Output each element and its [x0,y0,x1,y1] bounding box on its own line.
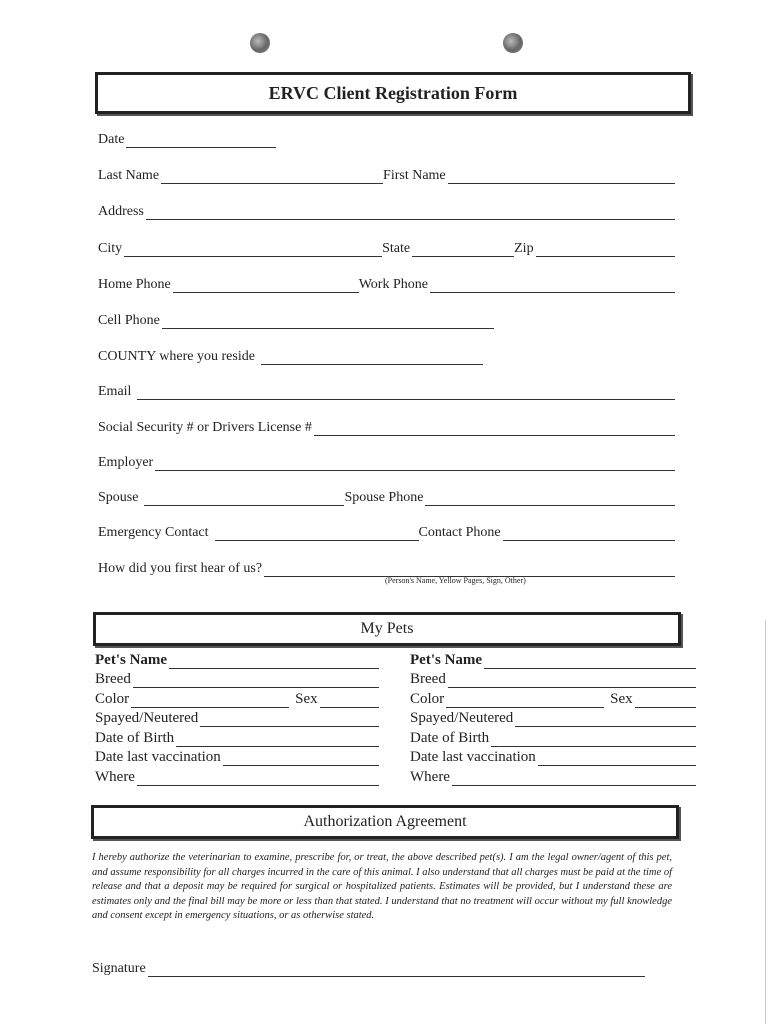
pet2-where-field[interactable] [452,771,696,786]
pet1-where-field[interactable] [137,771,379,786]
pet1-color-label: Color [95,690,130,707]
spouse-phone-field[interactable] [425,493,675,506]
emergency-label: Emergency Contact [98,525,209,540]
pet2-vacc-field[interactable] [538,751,696,766]
ssn-field[interactable] [314,423,675,436]
pet1-vacc-label: Date last vaccination [95,749,221,765]
pet2-spayed-label: Spayed/Neutered [410,710,514,726]
signature-label: Signature [92,961,146,976]
authorization-section-title: Authorization Agreement [303,813,467,830]
address-field[interactable] [146,207,675,220]
authorization-section-header [91,805,679,839]
city-row [98,239,675,257]
pet1-spayed-field[interactable] [200,712,379,727]
employer-row [98,453,675,471]
pet2-sex-field[interactable] [635,693,696,708]
pet2-color-label: Color [410,690,445,707]
pet2-color-field[interactable] [446,693,604,708]
spouse-row [98,488,675,506]
pet1-vacc-field[interactable] [223,751,379,766]
page-edge [765,620,766,1024]
email-field[interactable] [137,387,675,400]
spouse-field[interactable] [144,493,344,506]
home-phone-field[interactable] [173,280,359,293]
hear-row [98,559,675,577]
pet-block-2 [410,649,696,786]
pet2-name-label: Pet's Name [410,651,483,668]
state-field[interactable] [412,244,514,257]
pet1-dob-field[interactable] [176,732,379,747]
signature-field[interactable] [148,964,645,977]
form-title-box [95,72,691,114]
form-title: ERVC Client Registration Form [268,83,518,103]
last-name-field[interactable] [161,171,383,184]
pet1-dob-label: Date of Birth [95,729,175,746]
emergency-row [98,523,675,541]
pet1-breed-field[interactable] [133,673,379,688]
address-row [98,202,675,220]
date-label: Date [98,132,125,147]
pet2-sex-label: Sex [610,690,633,707]
work-phone-field[interactable] [430,280,675,293]
cell-phone-field[interactable] [162,316,494,329]
contact-phone-field[interactable] [503,528,675,541]
pet1-name-field[interactable] [169,654,379,669]
spouse-label: Spouse [98,490,139,505]
pet1-color-field[interactable] [131,693,289,708]
hear-label: How did you first hear of us? [98,561,263,576]
emergency-field[interactable] [215,528,419,541]
employer-label: Employer [98,455,154,470]
date-field[interactable] [126,135,276,148]
county-row [98,347,675,365]
email-label: Email [98,384,132,399]
city-label: City [98,241,123,256]
spouse-phone-label: Spouse Phone [344,490,424,505]
hear-hint: (Person's Name, Yellow Pages, Sign, Other) [385,576,526,585]
city-field[interactable] [124,244,382,257]
county-label: COUNTY where you reside [98,349,255,364]
pets-section-header [93,612,681,646]
last-name-label: Last Name [98,168,160,183]
pet1-name-label: Pet's Name [95,651,168,668]
pet1-sex-label: Sex [295,690,318,707]
pet2-breed-field[interactable] [448,673,696,688]
pet2-name-field[interactable] [484,654,696,669]
punch-hole-right [503,33,523,53]
contact-phone-label: Contact Phone [418,525,501,540]
email-row [98,382,675,400]
address-label: Address [98,204,144,219]
name-row [98,166,675,184]
ssn-row [98,418,675,436]
zip-label: Zip [514,241,534,256]
pet2-breed-label: Breed [410,671,446,687]
authorization-text: I hereby authorize the veterinarian to examine, prescribe for, or treat, the above described pet(s). I am the legal owner/agent of this pet, and assume responsibility for all charges incurred in the care of this animal. I also understand that all charges must be paid at the time of release and that a deposit may be required for surgical or hospitalized patients. Estimates will be provided, but I understand these are estimates only and the final bill may be more or less than that stated. I understand that no treatment will occur without my full knowledge and consent except in emergency situations, or as otherwise stated. [92,852,672,921]
date-row [98,130,675,148]
county-field[interactable] [261,352,483,365]
cell-phone-label: Cell Phone [98,313,160,328]
pet1-sex-field[interactable] [320,693,379,708]
punch-hole-left [250,33,270,53]
pet1-breed-label: Breed [95,671,131,687]
first-name-label: First Name [383,168,446,183]
pet1-spayed-label: Spayed/Neutered [95,710,199,726]
cell-row [98,311,675,329]
state-label: State [382,241,411,256]
pet2-dob-label: Date of Birth [410,729,490,746]
pets-section-title: My Pets [360,620,414,637]
phone-row [98,275,675,293]
employer-field[interactable] [155,458,675,471]
pet-block-1 [95,649,379,786]
zip-field[interactable] [536,244,675,257]
pet1-where-label: Where [95,768,135,785]
pet2-vacc-label: Date last vaccination [410,749,536,765]
signature-row [92,959,645,977]
pet2-where-label: Where [410,768,450,785]
work-phone-label: Work Phone [358,277,428,292]
ssn-label: Social Security # or Drivers License # [98,420,312,435]
home-phone-label: Home Phone [98,277,171,292]
first-name-field[interactable] [448,171,675,184]
pet2-dob-field[interactable] [491,732,696,747]
pet2-spayed-field[interactable] [515,712,696,727]
